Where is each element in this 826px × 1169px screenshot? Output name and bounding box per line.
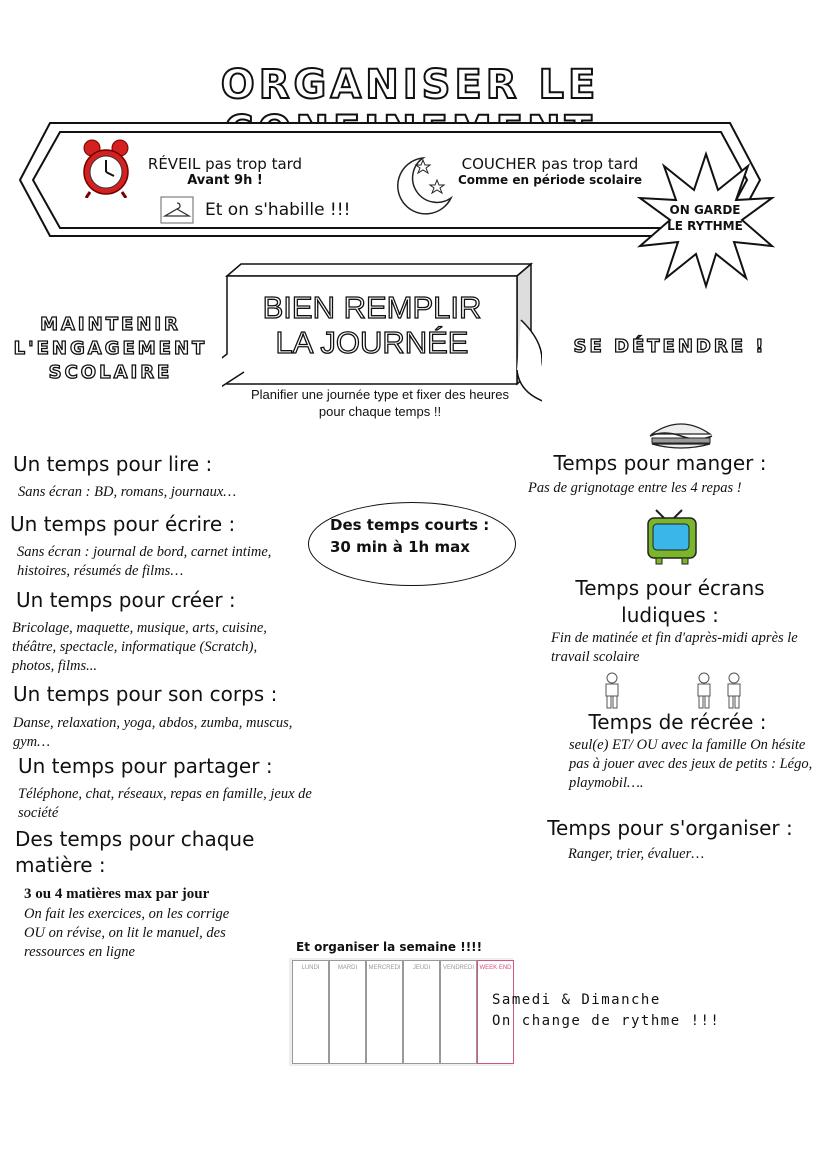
moon-icon bbox=[393, 152, 455, 216]
day-label: WEEK END bbox=[479, 965, 512, 971]
day-label: VENDREDI bbox=[442, 965, 474, 971]
section-lire-heading: Un temps pour lire : bbox=[13, 452, 213, 476]
section-corps-desc: Danse, relaxation, yoga, abdos, zumba, muscus, gym… bbox=[13, 715, 293, 750]
coucher-text bbox=[455, 155, 645, 187]
section-matiere-bold: 3 ou 4 matières max par jour bbox=[24, 886, 210, 902]
temps-courts-line2: 30 min à 1h max bbox=[330, 538, 470, 556]
reveil-line2: Avant 9h ! bbox=[187, 173, 263, 188]
day-label: MARDI bbox=[337, 965, 358, 971]
alarm-clock-icon bbox=[78, 138, 134, 198]
section-lire-desc: Sans écran : BD, romans, journaux… bbox=[18, 484, 237, 500]
section-organiser-heading: Temps pour s'organiser : bbox=[547, 816, 793, 840]
maintenir-line3: SCOLAIRE bbox=[48, 362, 173, 383]
reveil-line1: RÉVEIL pas trop tard bbox=[147, 155, 303, 173]
section-organiser-desc: Ranger, trier, évaluer… bbox=[568, 846, 705, 862]
starburst-text bbox=[650, 202, 760, 234]
habille-text: Et on s'habille !!! bbox=[205, 200, 351, 220]
hanger-icon bbox=[160, 196, 194, 224]
section-ecrire-heading: Un temps pour écrire : bbox=[10, 512, 236, 536]
coucher-line1: COUCHER pas trop tard bbox=[461, 155, 639, 173]
section-ecrans-desc: Fin de matinée et fin d'après-midi après le travail scolaire bbox=[551, 630, 798, 665]
tv-icon bbox=[646, 508, 698, 566]
weekend-line2: On change de rythme !!! bbox=[492, 1013, 721, 1029]
starburst-line2: LE RYTHME bbox=[667, 219, 743, 233]
section-recree-heading: Temps de récrée : bbox=[588, 710, 767, 734]
section-creer-heading: Un temps pour créer : bbox=[16, 588, 236, 612]
section-partager-desc: Téléphone, chat, réseaux, repas en famille, jeux de société bbox=[18, 786, 312, 821]
week-title: Et organiser la semaine !!!! bbox=[296, 940, 483, 954]
page-title: ORGANISER LE bbox=[220, 62, 600, 108]
section-recree-desc: seul(e) ET/ OU avec la famille On hésite pas à jouer avec des jeux de petits : Légo, playmobil…. bbox=[569, 737, 813, 791]
day-column-mardi bbox=[329, 960, 366, 1064]
weekend-line1: Samedi & Dimanche bbox=[492, 992, 661, 1008]
coucher-line2: Comme en période scolaire bbox=[457, 173, 643, 187]
weekend-note bbox=[492, 990, 720, 1032]
section-matiere-heading: Des temps pour chaque matière : bbox=[15, 827, 255, 877]
section-creer-desc: Bricolage, maquette, musique, arts, cuisine, théâtre, spectacle, informatique (Scratch), photos, films... bbox=[12, 620, 267, 674]
maintenir-line2: L'ENGAGEMENT bbox=[13, 338, 208, 359]
sandwich-icon bbox=[646, 414, 716, 450]
starburst-line1: ON GARDE bbox=[669, 203, 741, 217]
temps-courts-line1: Des temps courts : bbox=[330, 516, 490, 534]
center-title bbox=[232, 290, 512, 360]
temps-courts-text bbox=[330, 514, 510, 558]
day-column-jeudi bbox=[403, 960, 440, 1064]
section-partager-heading: Un temps pour partager : bbox=[18, 754, 273, 778]
section-ecrans-heading: Temps pour écrans ludiques : bbox=[575, 576, 765, 627]
section-manger-desc: Pas de grignotage entre les 4 repas ! bbox=[528, 480, 742, 496]
center-title-line2: LA JOURNÉE bbox=[275, 325, 469, 360]
center-title-line1: BIEN REMPLIR bbox=[262, 290, 482, 325]
section-manger-heading: Temps pour manger : bbox=[553, 451, 767, 475]
detendre-heading: SE DÉTENDRE ! bbox=[573, 336, 767, 357]
maintenir-heading bbox=[8, 313, 213, 385]
planifier-text: Planifier une journée type et fixer des heures pour chaque temps !! bbox=[251, 387, 509, 419]
day-label: LUNDI bbox=[301, 965, 320, 971]
section-corps-heading: Un temps pour son corps : bbox=[13, 682, 278, 706]
playmobil-figures-icon bbox=[600, 672, 750, 710]
day-label: MERCREDI bbox=[368, 965, 401, 971]
day-column-lundi bbox=[292, 960, 329, 1064]
day-column-mercredi bbox=[366, 960, 403, 1064]
maintenir-line1: MAINTENIR bbox=[40, 314, 181, 335]
day-column-vendredi bbox=[440, 960, 477, 1064]
day-label: JEUDI bbox=[412, 965, 431, 971]
reveil-text bbox=[145, 155, 305, 188]
section-ecrire-desc: Sans écran : journal de bord, carnet intime, histoires, résumés de films… bbox=[17, 544, 272, 579]
section-matiere-desc: On fait les exercices, on les corrige OU on révise, on lit le manuel, des ressources en ligne bbox=[24, 906, 230, 960]
